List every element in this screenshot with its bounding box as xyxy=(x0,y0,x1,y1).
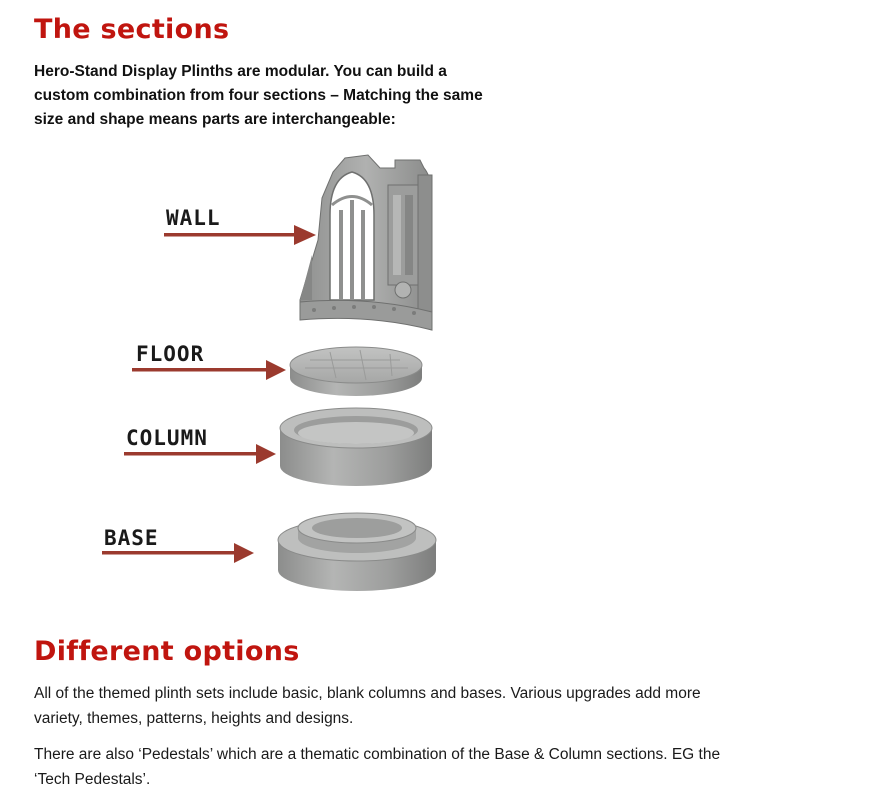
options-paragraph-2 xyxy=(34,742,834,792)
intro-line: Hero-Stand Display Plinths are modular. You can build a xyxy=(34,63,447,80)
label-floor: FLOOR xyxy=(136,342,205,366)
base-model-icon xyxy=(278,513,436,591)
intro-line: size and shape means parts are interchangeable: xyxy=(34,111,396,128)
options-paragraph-1 xyxy=(34,681,834,731)
intro-line: custom combination from four sections – Matching the same xyxy=(34,87,483,104)
wall-model-icon xyxy=(300,155,432,330)
paragraph-line: ‘Tech Pedestals’. xyxy=(34,771,151,788)
paragraph-line: variety, themes, patterns, heights and designs. xyxy=(34,710,354,727)
sections-heading: The sections xyxy=(34,14,230,45)
label-base: BASE xyxy=(104,526,159,550)
label-wall: WALL xyxy=(166,206,221,230)
paragraph-line: There are also ‘Pedestals’ which are a thematic combination of the Base & Column sections. EG the xyxy=(34,746,721,763)
options-heading: Different options xyxy=(34,636,300,667)
label-column: COLUMN xyxy=(126,426,208,450)
floor-model-icon xyxy=(290,347,422,396)
paragraph-line: All of the themed plinth sets include basic, blank columns and bases. Various upgrades add more xyxy=(34,685,701,702)
column-model-icon xyxy=(280,408,432,486)
